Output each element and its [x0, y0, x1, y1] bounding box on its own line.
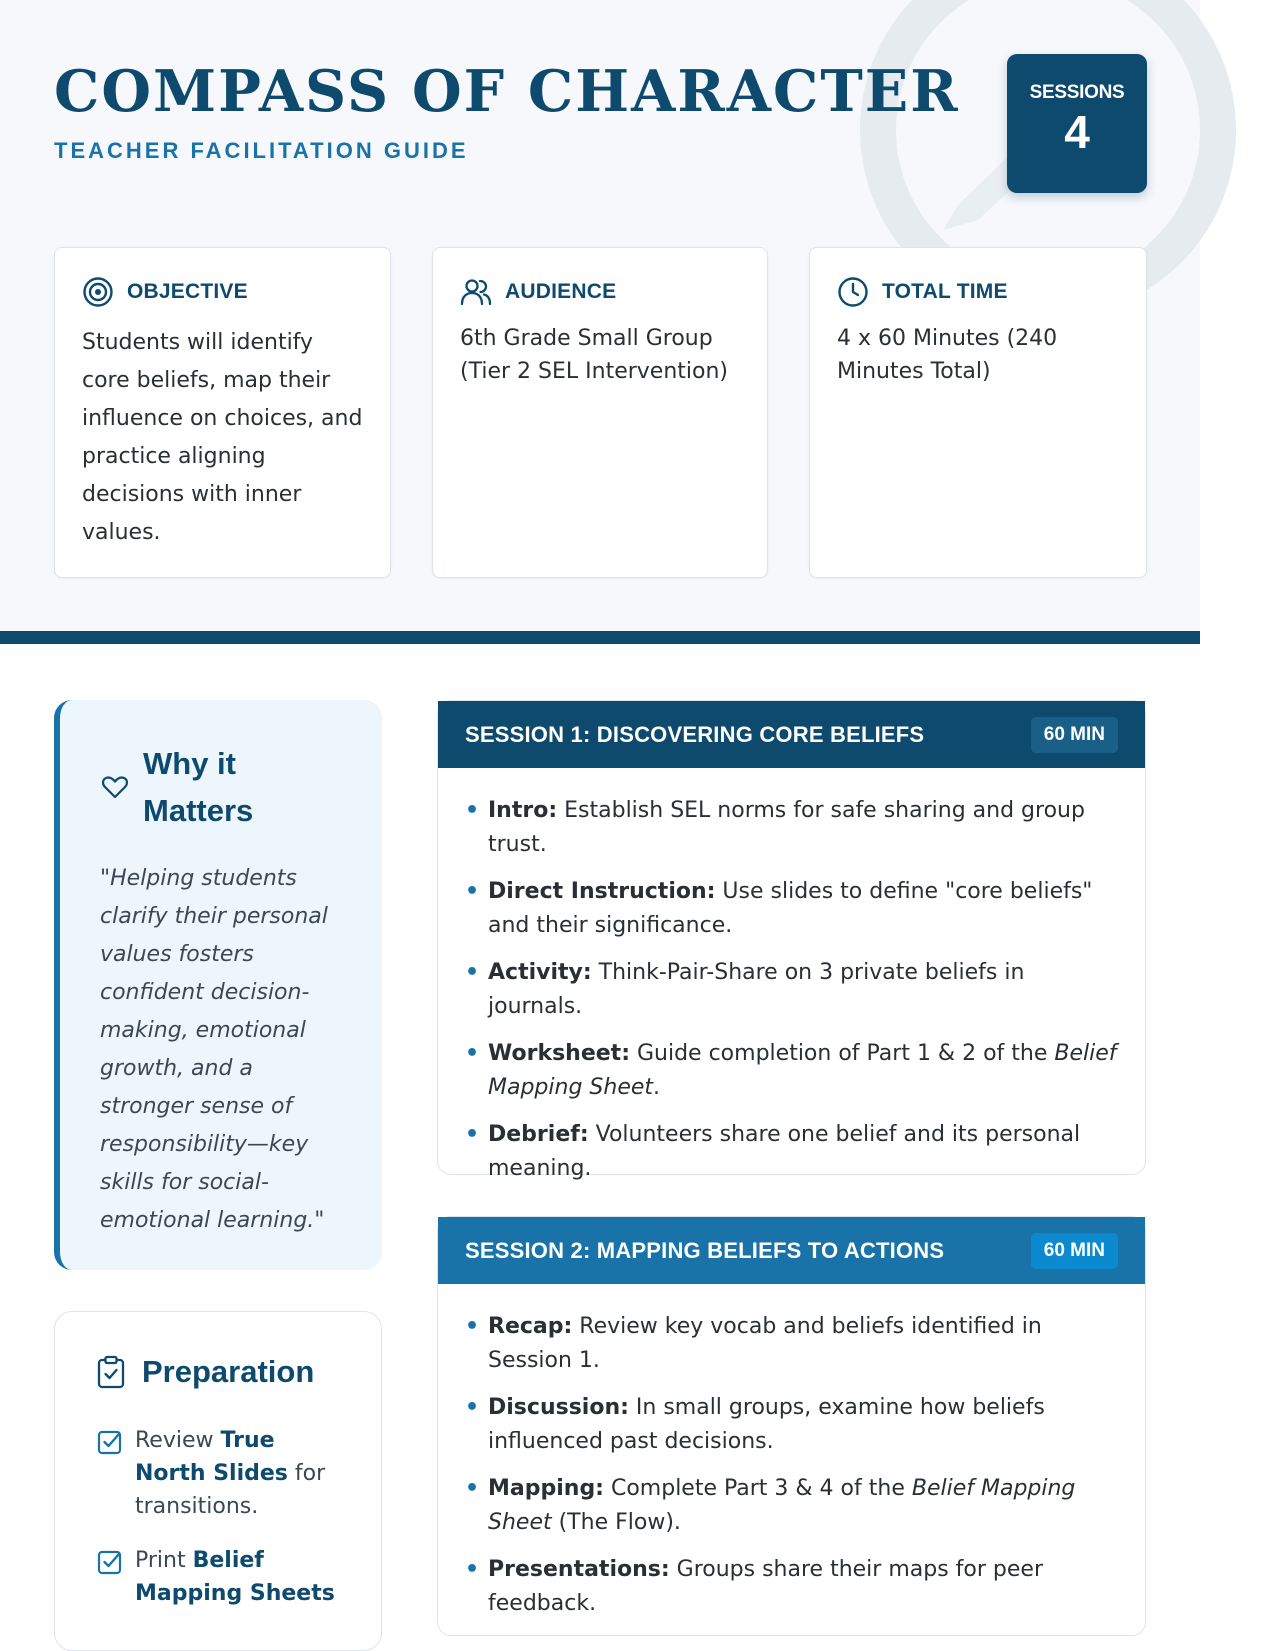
- heart-icon: [100, 772, 130, 802]
- preparation-list: [97, 1424, 351, 1610]
- session-1-list: [438, 768, 1145, 1186]
- session-2-list: [438, 1284, 1145, 1621]
- audience-text: 6th Grade Small Group (Tier 2 SEL Intervention): [460, 326, 728, 384]
- session-1-duration-badge: 60 MIN: [1031, 717, 1118, 753]
- why-it-matters-card: [54, 700, 382, 1270]
- clipboard-check-icon: [97, 1355, 125, 1389]
- why-it-matters-quote: "Helping students clarify their personal values fosters confident decision-making, emotional growth, and a stronger sense of responsibility—key skills for social-emotional learning.": [100, 866, 328, 1233]
- session-2-item: • Mapping: Complete Part 3 & 4 of the Belief Mapping Sheet (The Flow).: [465, 1472, 1118, 1540]
- page-subtitle: TEACHER FACILITATION GUIDE: [54, 138, 469, 163]
- sessions-badge: [1007, 54, 1147, 193]
- preparation-item: Review True North Slides for transitions.: [97, 1424, 351, 1523]
- checkbox-checked-icon: [97, 1429, 123, 1455]
- objective-text: Students will identify core beliefs, map their influence on choices, and practice aligning decisions with inner values.: [82, 330, 363, 545]
- users-icon: [460, 276, 492, 308]
- session-1-item: • Intro: Establish SEL norms for safe sharing and group trust.: [465, 794, 1118, 862]
- session-1-item: • Direct Instruction: Use slides to define "core beliefs" and their significance.: [465, 875, 1118, 943]
- audience-label: AUDIENCE: [505, 280, 617, 303]
- header-divider: [0, 631, 1200, 644]
- why-it-matters-title: Why it Matters: [143, 746, 254, 828]
- session-1-header: [438, 701, 1145, 768]
- session-2-item: • Presentations: Groups share their maps for peer feedback.: [465, 1553, 1118, 1621]
- session-2-title: SESSION 2: MAPPING BELIEFS TO ACTIONS: [465, 1237, 945, 1263]
- session-1-item: • Worksheet: Guide completion of Part 1 & 2 of the Belief Mapping Sheet.: [465, 1037, 1118, 1105]
- sessions-count: 4: [1064, 106, 1090, 158]
- page-title: COMPASS OF CHARACTER: [54, 58, 960, 125]
- preparation-item: Print Belief Mapping Sheets: [97, 1544, 351, 1610]
- target-icon: [82, 276, 114, 308]
- clock-icon: [837, 276, 869, 308]
- session-2-duration-badge: 60 MIN: [1031, 1233, 1118, 1269]
- sessions-label: SESSIONS: [1029, 82, 1125, 103]
- checkbox-checked-icon: [97, 1549, 123, 1575]
- preparation-card: [54, 1311, 382, 1651]
- session-1-card: [437, 700, 1146, 1181]
- session-1-title: SESSION 1: DISCOVERING CORE BELIEFS: [465, 721, 925, 747]
- objective-card: [54, 247, 391, 578]
- session-2-item: • Recap: Review key vocab and beliefs identified in Session 1.: [465, 1310, 1118, 1378]
- total-time-text: 4 x 60 Minutes (240 Minutes Total): [837, 326, 1058, 384]
- header-section: [0, 0, 1200, 631]
- session-2-item: • Discussion: In small groups, examine how beliefs influenced past decisions.: [465, 1391, 1118, 1459]
- session-1-item: • Activity: Think-Pair-Share on 3 private beliefs in journals.: [465, 956, 1118, 1024]
- total-time-card: [809, 247, 1147, 578]
- session-1-item: • Debrief: Volunteers share one belief and its personal meaning.: [465, 1118, 1118, 1186]
- objective-label: OBJECTIVE: [127, 280, 248, 303]
- session-2-header: [438, 1217, 1145, 1284]
- audience-card: [432, 247, 768, 578]
- total-time-label: TOTAL TIME: [882, 280, 1008, 303]
- preparation-title: Preparation: [142, 1354, 315, 1389]
- session-2-card: [437, 1216, 1146, 1636]
